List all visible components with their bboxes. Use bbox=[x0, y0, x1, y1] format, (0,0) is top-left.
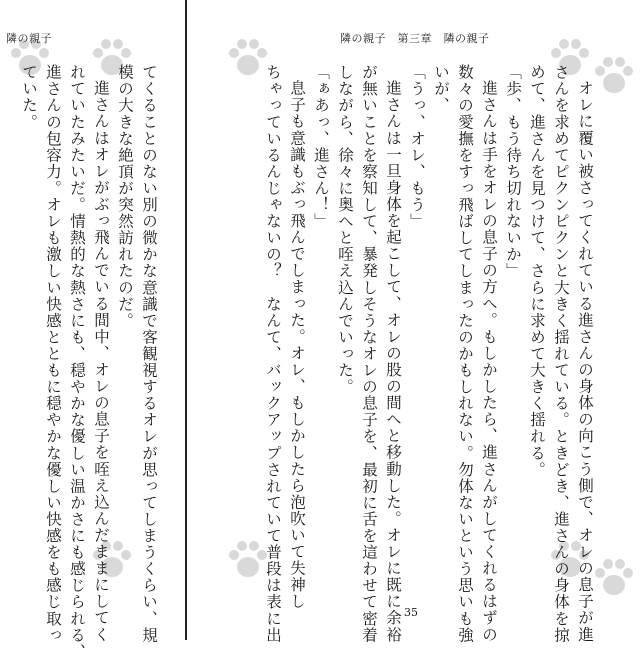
text-column: 進さんはオレがぶっ飛んでいる間中、オレの息子を咥え込んだままにしてく bbox=[92, 80, 110, 643]
text-column: 「ぁあっ、進さん！」 bbox=[312, 64, 330, 230]
text-column: さんを求めてピクンピクンと大きく揺れている。ときどき、進さんの身体を掠 bbox=[552, 64, 570, 644]
page-number: 35 bbox=[404, 606, 418, 619]
left-running-header: 隣の親子 bbox=[6, 32, 52, 45]
text-column: 「歩、もう待ち切れないか」 bbox=[504, 64, 522, 280]
paw-print-icon bbox=[592, 54, 636, 98]
text-column: てくることのない別の微かな意識で客観視するオレが思ってしまうくらい、規 bbox=[140, 64, 158, 644]
text-column: 模の大きな絶頂が突然訪れたのだ。 bbox=[116, 64, 134, 329]
text-column: 進さんは一旦身体を起こして、オレの股の間へと移動した。オレに既に余裕 bbox=[384, 80, 402, 643]
paw-print-icon bbox=[592, 556, 636, 600]
text-column: めて、進さんを見つけて、さらに求めて大きく揺れる。 bbox=[528, 64, 546, 478]
text-column: 息子も意識もぶっ飛んでしまった。オレ、もしかしたら泡吹いて失神し bbox=[288, 80, 306, 610]
text-column: しながら、徐々に奥へと咥え込んでいった。 bbox=[336, 64, 354, 395]
text-column: 「うっ、オレ、もう」 bbox=[408, 64, 426, 230]
text-column: が無いことを察知して、暴発しそうなオレの息子を、最初に舌を這わせて密着 bbox=[360, 64, 378, 644]
text-column: いが、 bbox=[432, 64, 450, 114]
text-column: 進さんは手をオレの息子の方へ。もしかしたら、進さんがしてくれるはずの bbox=[480, 80, 498, 643]
text-column: 数々の愛撫をすっ飛ばしてしまったのかもしれない。勿体ないという思いも強 bbox=[456, 64, 474, 644]
text-column: ちゃっているんじゃないの？ なんて、バックアップされていて普段は表に出 bbox=[264, 64, 282, 644]
text-column: ていた。 bbox=[20, 64, 38, 131]
text-column: れていたみたいだ。情熱的な熱さにも、穏やかな優しい温かさにも感じられる、 bbox=[68, 64, 86, 660]
text-column: 進さんの包容力。オレも激しい快感とともに穏やかな優しい快感をも感じ取っ bbox=[44, 64, 62, 644]
text-column: オレに覆い被さってくれている進さんの身体の向こう側で、オレの息子が進 bbox=[576, 80, 594, 643]
page-gutter bbox=[185, 0, 187, 640]
right-running-header: 隣の親子 第三章 隣の親子 bbox=[340, 32, 490, 45]
